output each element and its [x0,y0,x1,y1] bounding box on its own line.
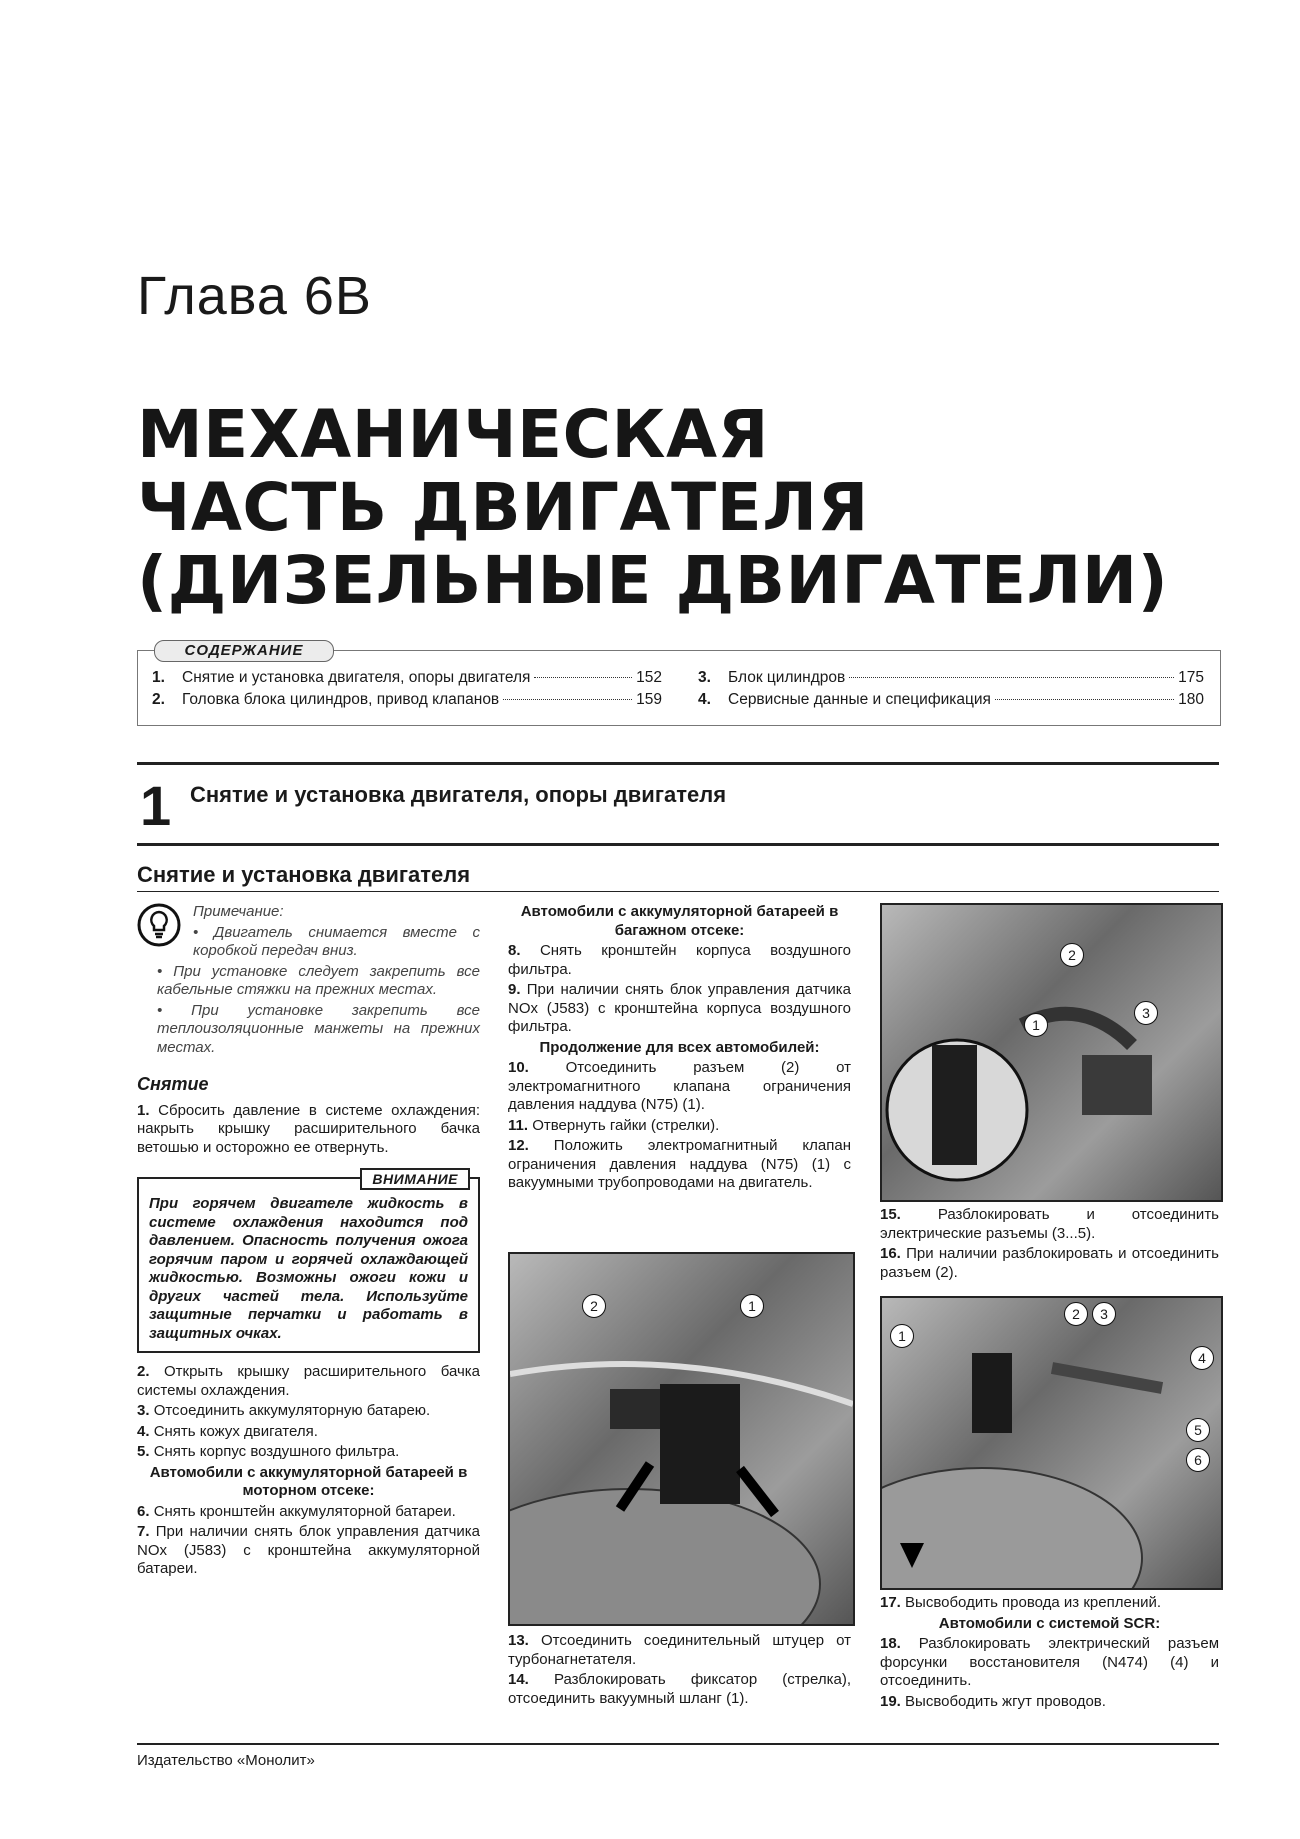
chapter-label: Глава 6B [137,266,372,326]
toc-entry-text: Снятие и установка двигателя, опоры двигателя [182,669,531,686]
step [137,1423,480,1442]
step-number: 1. [137,1101,150,1119]
section-rule-top [137,762,1219,765]
section-number: 1 [140,774,172,837]
step-text: Разблокировать и отсоединить электрические разъемы (3...5). [880,1206,1219,1242]
step-text: Отсоединить аккумуляторную батарею. [153,1402,431,1419]
step-text: Снять корпус воздушного фильтра. [153,1443,400,1460]
toc-entry[interactable] [698,669,1204,687]
step-text: При наличии снять блок управления датчика NOx (J583) с кронштейна аккумуляторной батареи. [137,1523,480,1577]
step-text: Отсоединить разъем (2) от электромагнитного клапана ограничения давления наддува (N75) (1). [508,1059,852,1113]
step [508,1632,851,1669]
subgroup-heading: Продолжение для всех автомобилей: [539,1038,820,1056]
subsection-rule [137,891,1219,892]
note-item: • При установке закрепить все теплоизоляционные манжеты на прежних местах. [157,1001,480,1056]
step-number: 13. [508,1632,529,1649]
step-text: Открыть крышку расширительного бачка системы охлаждения. [137,1363,481,1399]
step-text: Положить электромагнитный клапан ограничения давления наддува (N75) (1) с вакуумными трубопроводами на двигатель. [508,1137,852,1191]
step [880,1594,1219,1613]
photo-drawing [882,905,1221,1200]
step-number: 19. [880,1692,901,1710]
engine-photo-scr [880,1296,1223,1590]
removal-heading: Снятие [137,1074,209,1094]
step-number: 14. [508,1671,529,1688]
callout-marker: 4 [1190,1346,1214,1370]
step-number: 8. [508,942,521,959]
column-3-mid [880,1206,1219,1284]
step-number: 2. [137,1363,150,1380]
warning-box [137,1171,480,1353]
step-text: Снять кожух двигателя. [153,1422,318,1440]
step [137,1363,480,1400]
footer-rule [137,1743,1219,1745]
step-number: 5. [137,1443,150,1460]
warning-text: При горячем двигателе жидкость в системе охлаждения находится под давлением. Опасность получения ожога горячим паром и горячей охлаждающей жидкостью. Возможны ожоги кожи и других частей тела. Используйте защитные перчатки и работать в защитных очках. [149,1195,468,1342]
toc-dots [503,699,632,700]
step-number: 3. [137,1402,150,1419]
note-icon-wrap [137,903,193,963]
toc-entry[interactable] [698,691,1204,709]
step-text: Разблокировать фиксатор (стрелка), отсоединить вакуумный шланг (1). [508,1671,851,1707]
step-number: 4. [137,1422,150,1440]
toc-entry-num: 4. [698,691,711,708]
toc-entry-text: Сервисные данные и спецификация [728,691,991,708]
table-of-contents [137,642,1221,726]
step [508,1671,851,1708]
toc-label: СОДЕРЖАНИЕ [154,640,334,662]
step [508,1059,851,1115]
toc-entry-text: Головка блока цилиндров, привод клапанов [182,691,500,708]
step [880,1693,1219,1712]
step [137,1102,480,1158]
subgroup-heading: Автомобили с аккумуляторной батареей в багажном отсеке: [520,903,839,939]
step [880,1206,1219,1243]
step [137,1503,480,1522]
step-number: 17. [880,1594,901,1611]
engine-photo-valve [508,1252,855,1626]
step-text: Отсоединить соединительный штуцер от турбонагнетателя. [508,1632,852,1668]
title-line: (ДИЗЕЛЬНЫЕ ДВИГАТЕЛИ) [137,542,1169,619]
step-number: 9. [508,981,521,998]
toc-entry-page: 159 [636,691,662,708]
toc-dots [534,677,632,678]
callout-marker: 1 [1024,1013,1048,1037]
toc-entry-page: 152 [636,669,662,686]
note-item: • При установке следует закрепить все кабельные стяжки на прежних местах. [157,962,480,998]
note-block [137,903,480,963]
photo-drawing [510,1254,853,1624]
toc-entry-page: 180 [1178,691,1204,708]
step-number: 12. [508,1137,529,1154]
step [508,981,851,1037]
column-1 [137,903,480,1581]
step-text: Разблокировать электрический разъем форсунки восстановителя (N474) (4) и отсоединить. [880,1635,1220,1689]
callout-marker: 3 [1134,1001,1158,1025]
photo-drawing [882,1298,1221,1588]
step [508,1117,851,1136]
callout-marker: 2 [1064,1302,1088,1326]
callout-marker: 5 [1186,1418,1210,1442]
toc-entry[interactable] [152,691,662,709]
lightbulb-icon [137,903,181,947]
step-number: 6. [137,1502,150,1520]
toc-entry-text: Блок цилиндров [728,669,846,686]
warning-label: ВНИМАНИЕ [360,1168,470,1190]
title-line: МЕХАНИЧЕСКАЯ [137,396,769,473]
step [880,1245,1219,1282]
step-text: При наличии разблокировать и отсоединить разъем (2). [880,1245,1219,1281]
page-title [137,396,1169,619]
toc-entry[interactable] [152,669,662,687]
step-text: Высвободить жгут проводов. [905,1692,1106,1710]
step [137,1523,480,1579]
column-2 [508,903,851,1195]
step [137,1402,480,1421]
step-text: Отвернуть гайки (стрелки). [532,1116,720,1134]
column-3-bottom [880,1594,1219,1713]
toc-dots [995,699,1174,700]
toc-entry-page: 175 [1178,669,1204,686]
step [508,942,851,979]
step-text: Снять кронштейн корпуса воздушного фильтра. [508,942,852,978]
step-text: Высвободить провода из креплений. [905,1594,1162,1611]
step-number: 16. [880,1245,901,1262]
column-2-bottom [508,1632,851,1710]
subgroup-heading: Автомобили с аккумуляторной батареей в моторном отсеке: [149,1463,468,1499]
note-label: Примечание: [193,903,284,920]
publisher-footer: Издательство «Монолит» [137,1752,315,1769]
step-text: Сбросить давление в системе охлаждения: накрыть крышку расширительного бачка ветошью и осторожно ее отвернуть. [137,1101,480,1156]
callout-marker: 1 [740,1294,764,1318]
callout-marker: 3 [1092,1302,1116,1326]
section-rule-bottom [137,843,1219,846]
step-number: 10. [508,1059,529,1076]
callout-marker: 2 [1060,943,1084,967]
step-number: 7. [137,1523,150,1540]
step-number: 18. [880,1635,901,1652]
callout-marker: 6 [1186,1448,1210,1472]
title-line: ЧАСТЬ ДВИГАТЕЛЯ [137,469,869,546]
engine-photo-connectors [880,903,1223,1202]
step [137,1443,480,1462]
step-text: При наличии снять блок управления датчика NOx (J583) с кронштейна корпуса воздушного фильтра. [508,981,851,1035]
section-title: Снятие и установка двигателя, опоры двигателя [190,782,727,807]
toc-entry-num: 1. [152,669,165,686]
toc-entry-num: 2. [152,691,165,708]
step [508,1137,851,1193]
callout-marker: 2 [582,1294,606,1318]
toc-dots [849,677,1174,678]
toc-entry-num: 3. [698,669,711,686]
callout-marker: 1 [890,1324,914,1348]
subgroup-heading: Автомобили с системой SCR: [938,1614,1161,1632]
note-body [193,903,480,963]
step-number: 11. [508,1116,529,1134]
step-number: 15. [880,1206,901,1223]
note-item: • Двигатель снимается вместе с коробкой передач вниз. [193,923,480,959]
step-text: Снять кронштейн аккумуляторной батареи. [153,1502,456,1520]
subsection-title: Снятие и установка двигателя [137,862,471,887]
step [880,1635,1219,1691]
